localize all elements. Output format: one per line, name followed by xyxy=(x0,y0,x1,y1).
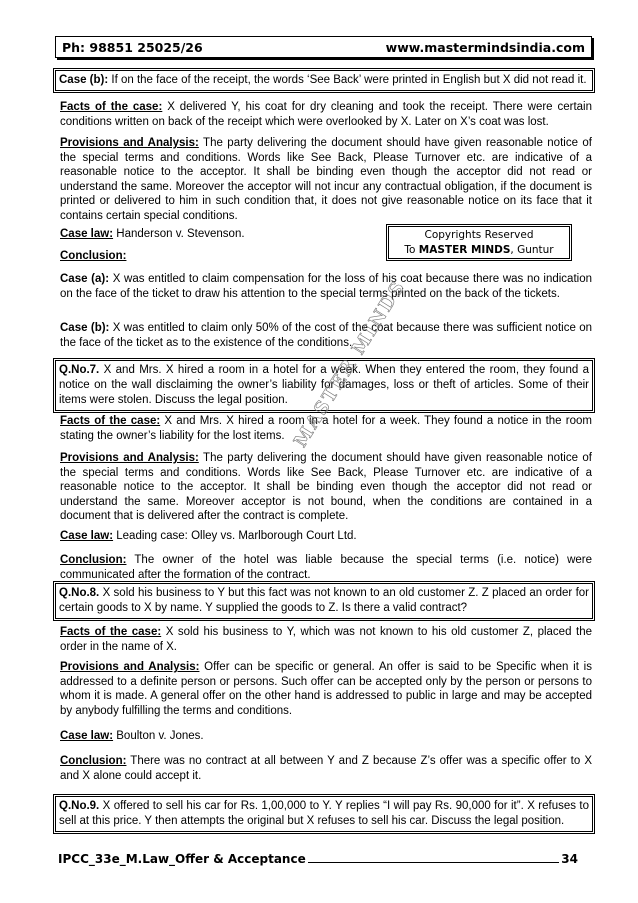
page-number: 34 xyxy=(561,852,578,866)
q9-text: X offered to sell his car for Rs. 1,00,000 to Y. Y replies “I will pay Rs. 90,000 for it”. X refuses to sell at this price. Y then attempts the original but X refuses to sell his car. Discuss the legal position. xyxy=(59,800,589,827)
case-law-7-label: Case law: xyxy=(60,530,114,542)
header-phone: Ph: 98851 25025/26 xyxy=(62,39,203,55)
page-footer xyxy=(58,852,578,866)
case-b-conclusion-label: Case (b): xyxy=(60,322,110,334)
facts-7-label: Facts of the case: xyxy=(60,415,161,427)
case-a xyxy=(60,272,592,301)
case-b-conclusion-text: X was entitled to claim only 50% of the cost of the coat because there was sufficient notice on the face of the ticket as to the existence of the conditions. xyxy=(60,322,593,349)
footer-rule xyxy=(308,862,560,863)
case-b-label: Case (b): xyxy=(59,74,109,86)
conclusion-7 xyxy=(60,553,592,582)
q7-label: Q.No.7. xyxy=(59,364,100,376)
case-law-1-label: Case law: xyxy=(60,228,114,240)
provisions-1 xyxy=(60,136,592,223)
q9-box xyxy=(55,796,593,832)
q8-label: Q.No.8. xyxy=(59,587,100,599)
provisions-8-text: Offer can be specific or general. An offer is said to be Specific when it is addressed to a definite person or persons. Such offer can be accepted only by the person or persons to whom it is made. A general offer on the other hand is addressed to public in large and may be accepted by anybody fulfilling the terms and conditions. xyxy=(60,661,592,717)
facts-8-label: Facts of the case: xyxy=(60,626,162,638)
conclusion-8 xyxy=(60,754,592,783)
provisions-7-label: Provisions and Analysis: xyxy=(60,452,199,464)
q7-text: X and Mrs. X hired a room in a hotel for a week. When they entered the room, they found a notice on the wall disclaiming the owner’s liability for damages, loss or theft of articles. Some of their items were stolen. Discuss the legal position. xyxy=(59,364,589,406)
conclusion-7-text: The owner of the hotel was liable because the special terms (i.e. notice) were communicated after the formation of the contract. xyxy=(60,554,592,581)
provisions-8 xyxy=(60,660,592,718)
case-b-text: If on the face of the receipt, the words ‘See Back’ were printed in English but X did not read it. xyxy=(108,74,587,86)
copyright-line-1: Copyrights Reserved xyxy=(424,229,534,241)
copyright-line-2: To MASTER MINDS, Guntur xyxy=(404,244,554,256)
provisions-1-label: Provisions and Analysis: xyxy=(60,137,199,149)
case-law-8-label: Case law: xyxy=(60,730,114,742)
conclusion-7-label: Conclusion: xyxy=(60,554,127,566)
case-law-8 xyxy=(60,729,592,744)
page-header xyxy=(55,36,592,58)
conclusion-1-label: Conclusion: xyxy=(60,250,127,262)
conclusion-1 xyxy=(60,249,380,264)
facts-1-label: Facts of the case: xyxy=(60,101,163,113)
case-b-question-box xyxy=(55,70,593,91)
facts-1 xyxy=(60,100,592,129)
conclusion-8-label: Conclusion: xyxy=(60,755,127,767)
q8-text: X sold his business to Y but this fact was not known to an old customer Z. Z placed an order for certain goods to X by name. Y supplied the goods to Z. Is there a valid contract? xyxy=(59,587,589,614)
conclusion-8-text: There was no contract at all between Y and Z because Z’s offer was a specific offer to X and X alone could accept it. xyxy=(60,755,592,782)
facts-7-text: X and Mrs. X hired a room in a hotel for a week. They found a notice in the room stating the owner’s liability for the lost items. xyxy=(60,415,592,442)
case-b xyxy=(60,321,592,350)
q8-box xyxy=(55,583,593,619)
facts-8 xyxy=(60,625,592,654)
case-law-7-text: Leading case: Olley vs. Marlborough Court Ltd. xyxy=(113,530,357,542)
case-law-1-text: Handerson v. Stevenson. xyxy=(113,228,245,240)
watermark: MASTER MINDS xyxy=(290,276,410,452)
facts-1-text: X delivered Y, his coat for dry cleaning and took the receipt. There were certain conditions written on back of the receipt which were overlooked by X. Later on X’s coat was lost. xyxy=(60,101,592,128)
case-a-label: Case (a): xyxy=(60,273,110,285)
copyright-box xyxy=(388,226,570,259)
case-law-7 xyxy=(60,529,592,544)
footer-title: IPCC_33e_M.Law_Offer & Acceptance xyxy=(58,852,306,866)
provisions-7 xyxy=(60,451,592,524)
provisions-1-text: The party delivering the document should have given reasonable notice of the special terms and conditions. Words like See Back, Please Turnover etc. are indicative of a reasonable notice to the acceptor. It shall be binding even though the acceptor did not read or understand the same. Moreover the acceptor will not incur any contractual obligation, if the document is printed or delivered to him in such condition that, it does not give reasonable notice on its face that it contains certain special conditions. xyxy=(60,137,592,222)
header-website: www.mastermindsindia.com xyxy=(385,39,585,55)
provisions-8-label: Provisions and Analysis: xyxy=(60,661,200,673)
case-a-text: X was entitled to claim compensation for the loss of his coat because there was no indication on the face of the ticket to draw his attention to the special terms printed on the back of the tickets. xyxy=(60,273,592,300)
facts-8-text: X sold his business to Y, which was not known to his old customer Z, placed the order in the name of X. xyxy=(60,626,592,653)
case-law-8-text: Boulton v. Jones. xyxy=(113,730,204,742)
q9-label: Q.No.9. xyxy=(59,800,100,812)
provisions-7-text: The party delivering the document should have given reasonable notice of the special terms and conditions. Words like See Back, Please Turnover etc. are indicative of a reasonable notice to the acceptor. It shall be binding even though the acceptor did not read or understand the same. Moreover acceptor is not bound, when the conditions are contained in a document that is delivered after the contract is complete. xyxy=(60,452,592,522)
case-law-1 xyxy=(60,227,380,242)
